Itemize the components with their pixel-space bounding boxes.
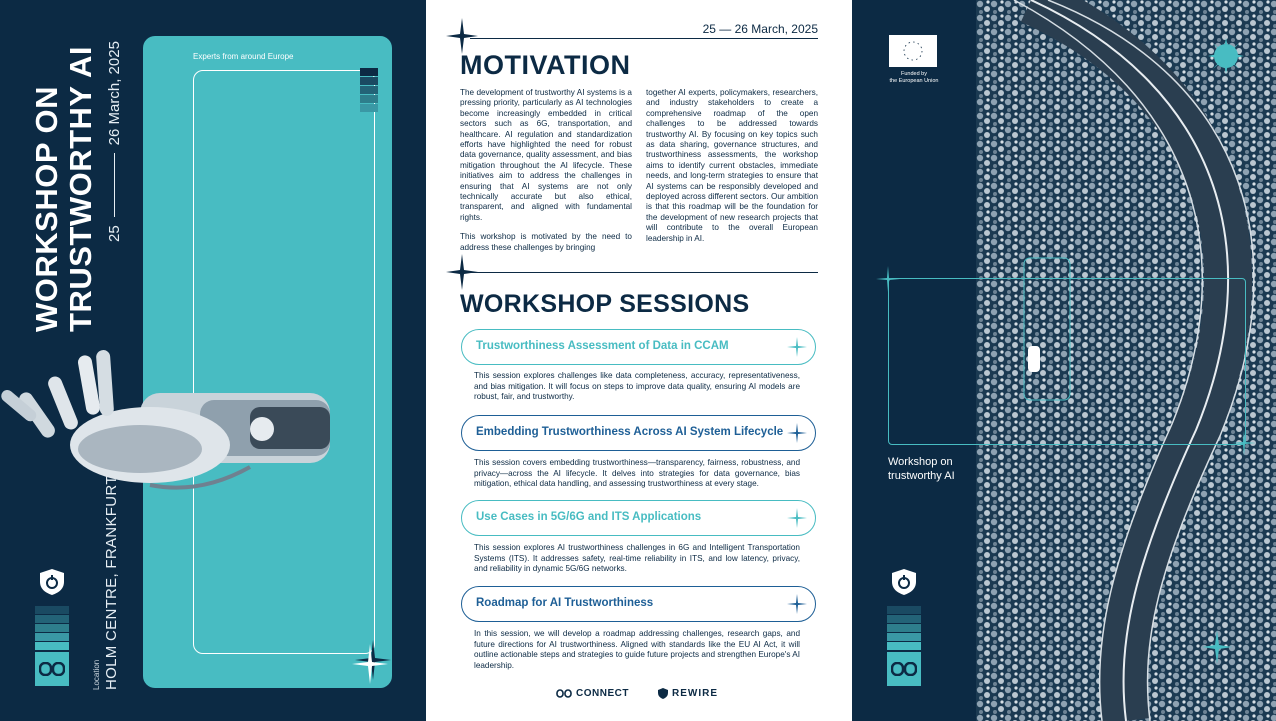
infinity-logo-icon <box>556 689 572 698</box>
gradient-stripes <box>360 68 378 113</box>
right-gradient-stripes <box>887 606 921 651</box>
session-pill-4 <box>461 586 816 622</box>
robot-hand-image <box>0 345 330 525</box>
session-pill-1 <box>461 329 816 365</box>
infinity-logo-icon <box>35 652 69 686</box>
rewire-logo <box>658 688 718 699</box>
sessions-heading: WORKSHOP SESSIONS <box>460 290 750 318</box>
shield-icon <box>658 688 668 699</box>
eu-flag-icon <box>889 35 937 67</box>
middle-panel <box>426 0 852 721</box>
event-date: 25 — 26 March, 2025 <box>702 22 818 36</box>
date-start: 25 <box>106 225 123 242</box>
session-pill-3 <box>461 500 816 536</box>
motivation-column-2 <box>646 88 818 253</box>
date-dash <box>114 153 115 217</box>
caption-line-1: Workshop on <box>888 456 953 468</box>
shield-icon <box>38 568 66 596</box>
motivation-column-1 <box>460 88 632 262</box>
left-gradient-stripes <box>35 606 69 651</box>
divider <box>470 38 818 39</box>
title-line-2: TRUSTWORTHY AI <box>63 46 98 332</box>
motivation-paragraph-2: This workshop is motivated by the need to address these challenges by bringing <box>460 232 632 252</box>
workshop-title <box>30 22 98 332</box>
eu-funding-label <box>886 71 942 85</box>
session-pill-2 <box>461 415 816 451</box>
session-title-4: Roadmap for AI Trustworthiness <box>476 597 654 609</box>
motivation-heading: MOTIVATION <box>460 50 631 80</box>
date-end: 26 March, 2025 <box>106 41 123 146</box>
session-description-4: In this session, we will develop a roadmap addressing challenges, research gaps, and future directions for AI trustworthiness. Aligned with standards like the EU AI Act, it will outline actionable steps and strategies to guide future projects and strengthen Europe's AI leadership. <box>474 629 800 670</box>
right-panel <box>852 0 1276 721</box>
sparkle-icon <box>1232 430 1256 456</box>
motivation-paragraph-1: The development of trustworthy AI systems is a pressing priority, particularly as AI technologies become increasingly embedded in critical sectors such as 6G, transportation, and healthcare. AI regulation and standardization efforts have highlighted the need for robust data governance, quality assessment, and bias mitigation throughout the AI lifecycle. These initiatives aim to address the challenges in ensuring that AI systems are not only technically accurate but also ethical, transparent, and aligned with fundamental rights. <box>460 88 632 222</box>
sparkle-icon <box>787 337 807 357</box>
motivation-paragraph-3: together AI experts, policymakers, researchers, and industry stakeholders to create a comprehensive roadmap of the open challenges to be addressed towards trustworthy AI. By focusing on key topics such as data sharing, governance structures, and trustworthiness assessments, the workshop aims to identify current obstacles, immediate needs, and long-term strategies to ensure that AI systems can be responsibly developed and deployed across different sectors. Our ambition is that this roadmap will be the foundation for the development of new research projects that will contribute to the overall European leadership in AI. <box>646 88 818 243</box>
experts-label: Experts from around Europe <box>193 52 294 61</box>
connect-logo-text: CONNECT <box>576 688 629 699</box>
sparkle-icon <box>787 508 807 528</box>
session-description-3: This session explores AI trustworthiness challenges in 6G and Intelligent Transportation Systems (ITS). It addresses safety, real-time reliability in ITS, and low latency, privacy, and reliability in dynamic 5G/6G networks. <box>474 543 800 574</box>
highlight-frame <box>888 278 1246 445</box>
sparkle-icon <box>1202 630 1232 664</box>
sparkle-icon <box>446 18 478 54</box>
session-description-2: This session covers embedding trustworthiness—transparency, fairness, robustness, and privacy—across the AI lifecycle. It delves into strategies for data governance, bias mitigation, ethical data handling, and assessing trustworthiness at every stage. <box>474 458 800 489</box>
connect-logo <box>556 688 629 699</box>
eu-line-1: Funded by <box>901 71 927 77</box>
session-title-3: Use Cases in 5G/6G and ITS Applications <box>476 511 702 523</box>
sparkle-icon <box>352 644 388 684</box>
session-title-2: Embedding Trustworthiness Across AI System Lifecycle <box>476 426 784 438</box>
vertical-date <box>106 41 123 242</box>
shield-icon <box>890 568 918 596</box>
divider <box>470 272 818 273</box>
eu-line-2: the European Union <box>889 78 939 84</box>
infinity-logo-icon <box>887 652 921 686</box>
right-caption <box>888 455 955 483</box>
rewire-logo-text: REWIRE <box>672 688 718 699</box>
sparkle-icon <box>787 594 807 614</box>
location-label: Location <box>92 659 101 690</box>
location-value: HOLM CENTRE, FRANKFURT <box>103 475 120 690</box>
sparkle-icon <box>876 266 900 292</box>
session-description-1: This session explores challenges like data completeness, accuracy, representativeness, and bias mitigation. It will focus on steps to improve data quality, ensuring AI models are robust, fair, and trustworthy. <box>474 371 800 402</box>
sparkle-icon <box>787 423 807 443</box>
starburst-icon <box>1206 36 1246 76</box>
left-panel <box>0 0 426 721</box>
session-title-1: Trustworthiness Assessment of Data in CCAM <box>476 340 729 352</box>
caption-line-2: trustworthy AI <box>888 470 955 482</box>
title-line-1: WORKSHOP ON <box>29 85 64 332</box>
